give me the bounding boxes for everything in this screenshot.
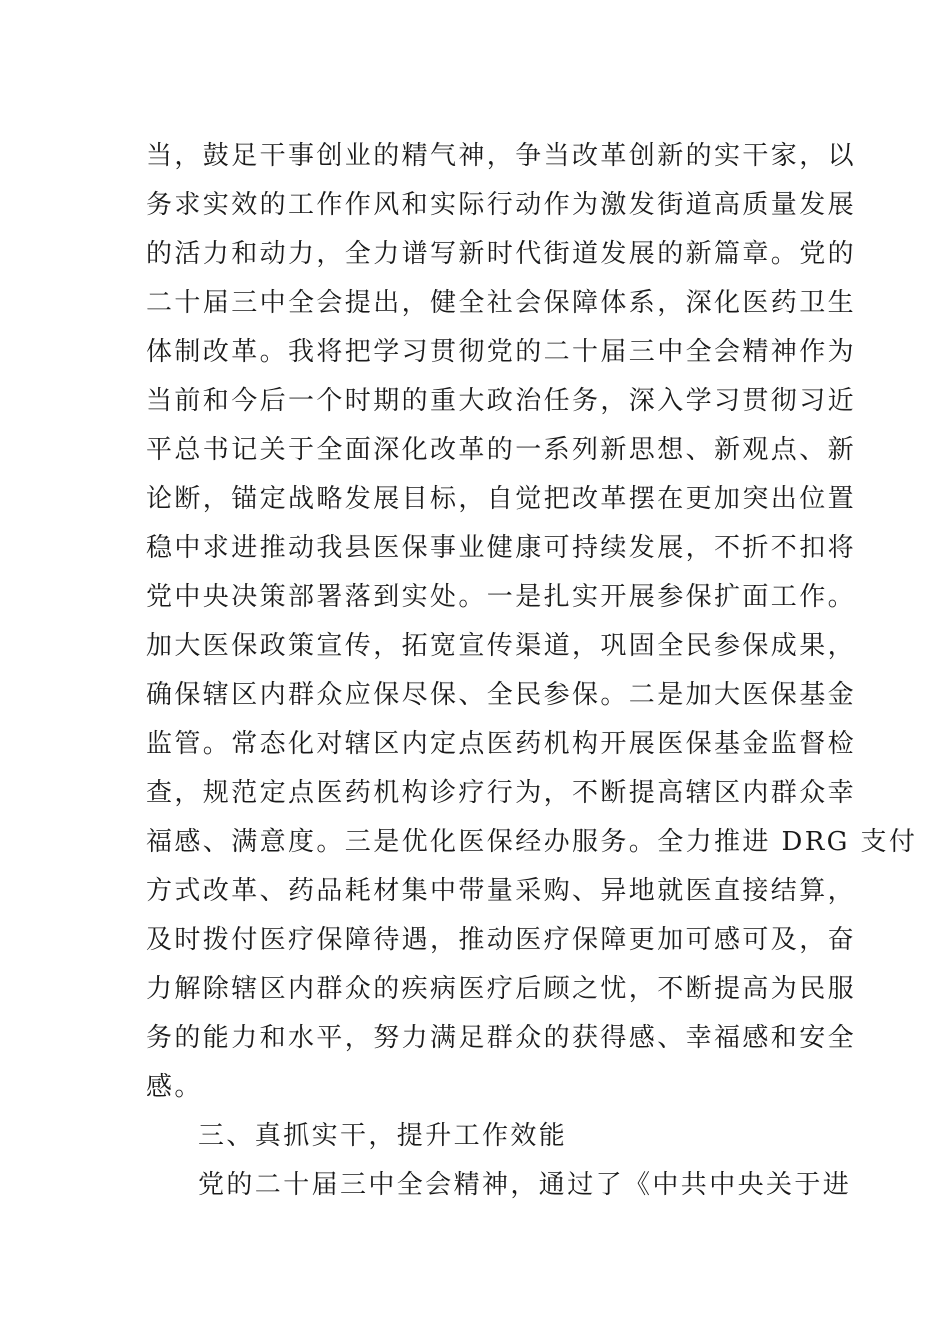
text-line: 感。	[146, 1072, 203, 1102]
text-line: 及时拨付医疗保障待遇，推动医疗保障更加可感可及，奋	[146, 925, 857, 955]
text-line: 平总书记关于全面深化改革的一系列新思想、新观点、新	[146, 435, 857, 465]
text-line: 加大医保政策宣传，拓宽宣传渠道，巩固全民参保成果，	[146, 631, 857, 661]
text-line: 党的二十届三中全会精神，通过了《中共中央关于进	[198, 1170, 852, 1200]
text-line: 查，规范定点医药机构诊疗行为，不断提高辖区内群众幸	[146, 778, 857, 808]
text-line: 党中央决策部署落到实处。一是扎实开展参保扩面工作。	[146, 582, 857, 612]
text-line: 稳中求进推动我县医保事业健康可持续发展，不折不扣将	[146, 533, 857, 563]
text-line: 方式改革、药品耗材集中带量采购、异地就医直接结算，	[146, 876, 857, 906]
text-line: 福感、满意度。三是优化医保经办服务。全力推进 DRG 支付	[146, 827, 918, 857]
text-line: 当，鼓足干事创业的精气神，争当改革创新的实干家，以	[146, 141, 857, 171]
text-line: 当前和今后一个时期的重大政治任务，深入学习贯彻习近	[146, 386, 857, 416]
text-line: 体制改革。我将把学习贯彻党的二十届三中全会精神作为	[146, 337, 857, 367]
text-line: 二十届三中全会提出，健全社会保障体系，深化医药卫生	[146, 288, 857, 318]
text-line: 务的能力和水平，努力满足群众的获得感、幸福感和安全	[146, 1023, 857, 1053]
document-body	[146, 132, 918, 1210]
section-heading: 三、真抓实干，提升工作效能	[198, 1121, 568, 1151]
text-line: 确保辖区内群众应保尽保、全民参保。二是加大医保基金	[146, 680, 857, 710]
text-line: 论断，锚定战略发展目标，自觉把改革摆在更加突出位置	[146, 484, 857, 514]
text-line: 务求实效的工作作风和实际行动作为激发街道高质量发展	[146, 190, 857, 220]
text-line: 的活力和动力，全力谱写新时代街道发展的新篇章。党的	[146, 239, 857, 269]
text-line: 监管。常态化对辖区内定点医药机构开展医保基金监督检	[146, 729, 857, 759]
text-line: 力解除辖区内群众的疾病医疗后顾之忧，不断提高为民服	[146, 974, 857, 1004]
